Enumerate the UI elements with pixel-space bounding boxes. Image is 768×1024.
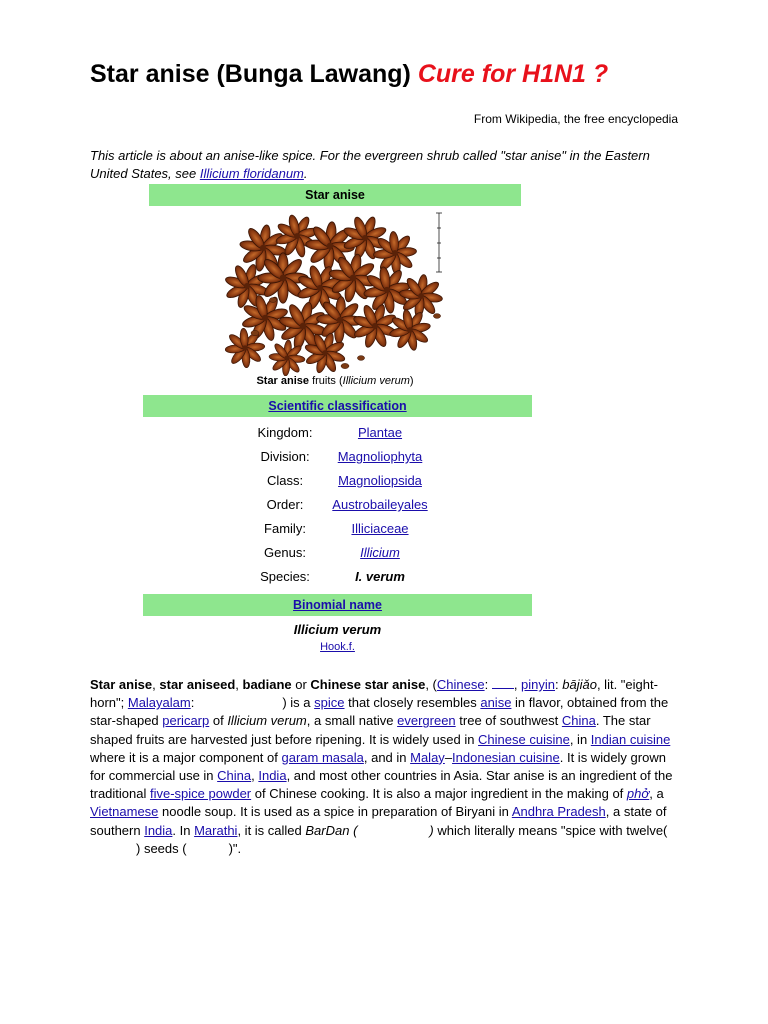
link-chinese-characters[interactable] (492, 677, 514, 689)
link-chinese[interactable]: Chinese (436, 677, 485, 692)
taxonomy-label: Class: (266, 473, 304, 488)
binomial-name: Illicium verum (293, 622, 382, 637)
taxonomy-label: Order: (266, 497, 304, 512)
infobox-header: Star anise (149, 184, 521, 206)
hatnote-end: . (303, 166, 308, 181)
link-hook-f[interactable]: Hook.f. (320, 641, 355, 653)
text: ) seeds ( (136, 840, 187, 856)
text: where it is a major component of (90, 749, 282, 765)
text: ) is a (282, 695, 315, 711)
text: of (209, 713, 228, 729)
text: , it is called (237, 822, 306, 838)
link-malayalam[interactable]: Malayalam (127, 695, 191, 711)
hatnote (90, 147, 680, 183)
taxonomy-row-class (240, 469, 440, 493)
link-indian-cuisine[interactable]: Indian cuisine (590, 731, 671, 747)
link-pericarp[interactable]: pericarp (162, 713, 210, 729)
taxonomy-label: Division: (260, 449, 310, 464)
link-austrobaileyales[interactable]: Austrobaileyales (332, 497, 428, 512)
text: . In (172, 822, 195, 838)
source-line: From Wikipedia, the free encyclopedia (473, 112, 678, 126)
link-magnoliophyta[interactable]: Magnoliophyta (337, 449, 423, 464)
binomial-header (143, 594, 532, 616)
title-highlight: Cure for H1N1 ? (417, 60, 609, 88)
link-malay[interactable]: Malay (410, 749, 445, 765)
term: Chinese star anise (310, 677, 426, 692)
star-anise-image (225, 208, 457, 376)
taxonomy-row-division (240, 445, 440, 469)
link-spice[interactable]: spice (314, 695, 345, 711)
link-pho[interactable]: phở (626, 786, 650, 802)
text: )". (228, 840, 242, 856)
text: , (251, 768, 259, 784)
caption-italic: Illicium verum (342, 375, 410, 387)
species-value: I. verum (355, 569, 405, 584)
caption-end: ) (409, 375, 414, 387)
link-india[interactable]: India (144, 822, 173, 838)
marathi-term-end: ) (429, 822, 434, 838)
caption-bold: Star anise (256, 375, 310, 387)
text: , (513, 677, 522, 692)
taxonomy-row-species (240, 565, 440, 589)
text: , a (649, 786, 664, 802)
text: , lit. "eight-horn"; (90, 677, 658, 711)
hatnote-text: This article is about an anise-like spice. For the evergreen shrub called "star anise" in the Eastern United States, see (90, 148, 650, 181)
page-title (90, 60, 608, 89)
text: : (190, 695, 195, 711)
taxonomy-row-genus (240, 541, 440, 565)
text: , in (569, 731, 591, 747)
taxonomy-label: Species: (260, 569, 310, 584)
text: , and most other countries in Asia. Star anise is an ingredient of the traditional (90, 768, 673, 802)
text: , (235, 677, 243, 692)
link-five-spice-powder[interactable]: five-spice powder (149, 786, 252, 802)
scale-ruler (436, 213, 442, 272)
star-anise-illustration (225, 208, 457, 376)
caption-plain: fruits ( (309, 375, 343, 387)
link-anise[interactable]: anise (480, 695, 512, 711)
link-marathi[interactable]: Marathi (194, 822, 238, 838)
link-magnoliopsida[interactable]: Magnoliopsida (338, 473, 422, 488)
term: Star anise (90, 677, 153, 692)
text: of Chinese cooking. It is also a major ingredient in the making of (251, 786, 627, 802)
link-india[interactable]: India (258, 768, 287, 784)
taxonomy-label: Kingdom: (257, 425, 313, 440)
text: , (152, 677, 160, 692)
image-caption (150, 375, 520, 387)
taxonomy-row-family (240, 517, 440, 541)
link-evergreen[interactable]: evergreen (397, 713, 456, 729)
term: badiane (242, 677, 292, 692)
article-body (90, 676, 680, 858)
text: : (484, 677, 492, 692)
text: – (444, 749, 453, 765)
text: , ( (425, 677, 437, 692)
taxonomy-row-kingdom (240, 421, 440, 445)
text: , a small native (306, 713, 398, 729)
taxonomy-row-order (240, 493, 440, 517)
text: tree of southwest (455, 713, 562, 729)
classification-header (143, 395, 532, 417)
link-illiciaceae[interactable]: Illiciaceae (351, 521, 409, 536)
taxonomy-label: Family: (264, 521, 306, 536)
species-term: Illicium verum (227, 713, 307, 729)
text: : (555, 677, 563, 692)
text: . The star shaped fruits are harvested just before ripening. It is widely used in (90, 713, 651, 747)
taxonomy-label: Genus: (264, 545, 306, 560)
link-binomial-name[interactable]: Binomial name (293, 598, 382, 612)
text: which literally means "spice with twelve( (433, 822, 668, 838)
link-garam-masala[interactable]: garam masala (281, 749, 364, 765)
link-andhra-pradesh[interactable]: Andhra Pradesh (511, 804, 606, 820)
link-scientific-classification[interactable]: Scientific classification (268, 399, 407, 413)
link-china[interactable]: China (217, 768, 252, 784)
link-plantae[interactable]: Plantae (357, 425, 403, 440)
pinyin-term: bājiǎo (562, 677, 597, 692)
text: noodle soup. It is used as a spice in preparation of Biryani in (158, 804, 512, 820)
link-china[interactable]: China (561, 713, 596, 729)
link-indonesian-cuisine[interactable]: Indonesian cuisine (452, 749, 560, 765)
text: , and in (363, 749, 411, 765)
marathi-term: BarDan ( (305, 822, 358, 838)
link-illicium-floridanum[interactable]: Illicium floridanum (199, 166, 304, 181)
link-illicium[interactable]: Illicium (360, 545, 400, 560)
link-vietnamese[interactable]: Vietnamese (90, 804, 159, 820)
link-pinyin[interactable]: pinyin (521, 677, 556, 692)
text: . It is widely grown for commercial use in (90, 749, 666, 784)
text: that closely resembles (344, 695, 481, 711)
term: star aniseed (159, 677, 236, 692)
text: or (291, 677, 311, 692)
text: , a state of southern (90, 804, 667, 838)
title-main: Star anise (Bunga Lawang) (90, 60, 411, 88)
text: in flavor, obtained from the star-shaped (90, 695, 669, 729)
binomial-authority (143, 641, 532, 653)
link-chinese-cuisine[interactable]: Chinese cuisine (478, 731, 570, 747)
